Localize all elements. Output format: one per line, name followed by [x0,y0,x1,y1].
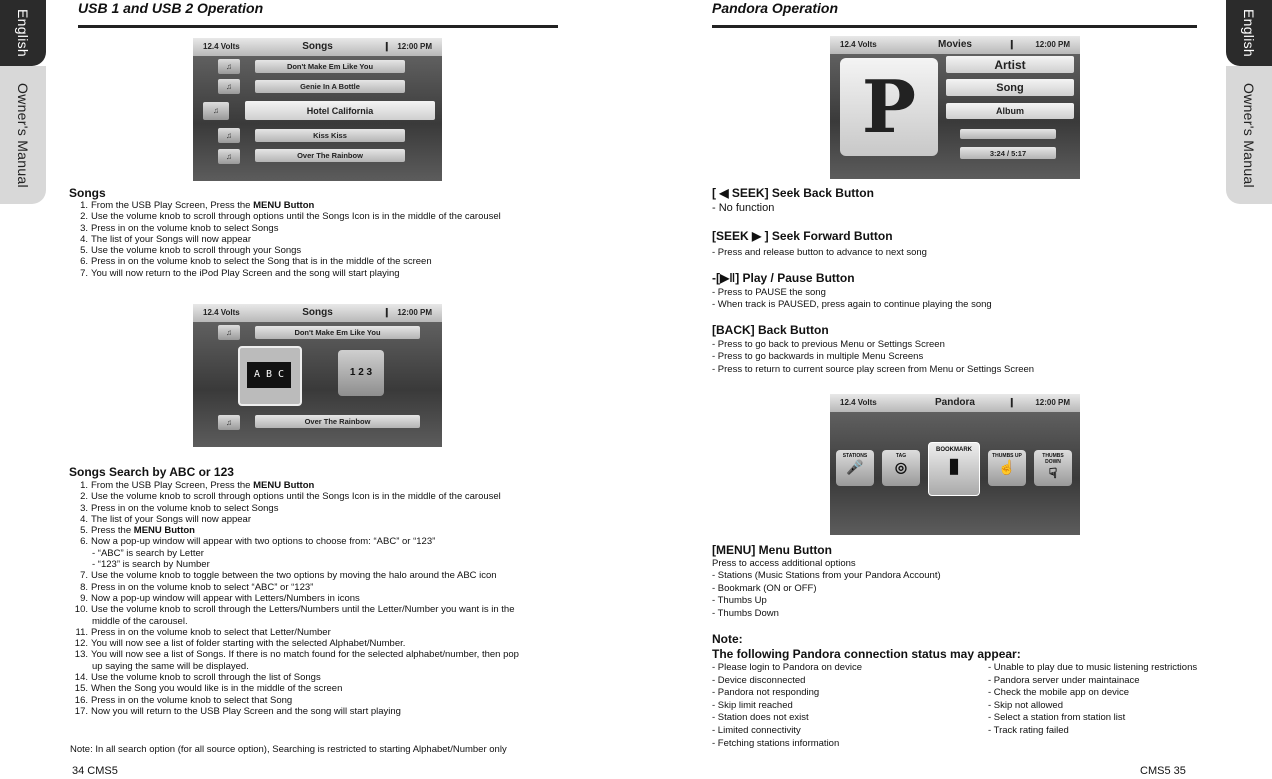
step-number: 1. [80,480,88,491]
step-number: 5. [80,525,88,537]
back-line: - Press to go back to previous Menu or Settings Screen [712,339,945,350]
step-text: Press in on the volume knob to select that Song [91,694,293,706]
back-line: - Press to return to current source play screen from Menu or Settings Screen [712,364,1035,375]
step-item [70,593,519,604]
bluetooth-icon: ❙ [1008,39,1016,49]
mode-title: Songs [302,41,333,52]
mode-title: Movies [938,39,972,50]
step-number: 5. [80,245,88,257]
progress-time: 3:24 / 5:17 [960,147,1056,159]
bluetooth-icon: ❙ [1008,397,1016,407]
clock-readout: 12:00 PM [397,42,432,51]
step-text: up saying the same will be displayed. [92,660,249,672]
step-item [70,491,519,502]
status-message: - Check the mobile app on device [988,687,1129,699]
step-number: 17. [74,705,88,717]
usb-search-screen [193,304,442,447]
volts-readout: 12.4 Volts [203,308,240,317]
step-text: Use the volume knob to scroll through the list of Songs [91,672,321,684]
right-title-rule [712,25,1197,28]
step-item [70,559,519,570]
step-text: The list of your Songs will now appear [91,233,251,245]
step-text: Use the volume knob to toggle between the two options by moving the halo around the ABC icon [91,570,497,582]
step-number: 11. [75,626,88,638]
song-field: Song [946,79,1074,96]
progress-bar [960,129,1056,139]
step-item [70,604,519,615]
status-heading: The following Pandora connection status may appear: [712,647,1021,661]
status-bar [830,36,1080,54]
step-text-bold: MENU Button [133,525,195,537]
step-text: Use the volume knob to scroll through options until the Songs Icon is in the middle of the carousel [91,211,501,223]
abc-icon: A B C [247,362,291,388]
bookmark-label: BOOKMARK [936,447,972,453]
status-list-left [712,662,862,750]
status-message: - Select a station from station list [988,712,1126,724]
step-item [70,548,519,559]
song-item[interactable]: Over The Rainbow [255,415,420,428]
usb-songs-screen [193,38,442,181]
song-item[interactable]: Don't Make Em Like You [255,326,420,339]
step-text: Press in on the volume knob to select Songs [91,502,279,514]
play-pause-line: - Press to PAUSE the song [712,287,826,298]
step-text: - “123” is search by Number [92,559,210,571]
step-number: 14. [74,672,88,684]
step-number: 2. [80,211,88,223]
music-note-icon: ♫ [218,128,240,143]
status-message: - Limited connectivity [712,724,801,736]
step-number: 3. [80,222,88,234]
song-item-selected[interactable]: Hotel California [245,101,435,120]
music-note-icon: ♫ [218,59,240,74]
step-number: 4. [80,513,88,525]
step-text-bold: MENU Button [253,200,315,211]
step-item [70,256,501,267]
step-number: 6. [80,536,88,548]
step-item [70,706,519,717]
status-message: - Fetching stations information [712,737,840,749]
status-message: - Skip limit reached [712,699,793,711]
step-text: Now you will return to the USB Play Screen and the song will start playing [91,705,401,717]
music-note-icon: ♫ [218,415,240,430]
back-line: - Press to go backwards in multiple Menu Screens [712,351,924,362]
menu-line: - Thumbs Up [712,595,767,606]
step-item [70,525,519,536]
status-bar [830,394,1080,412]
step-text: middle of the carousel. [92,615,188,627]
music-note-icon: ♫ [203,102,229,120]
step-text: You will now see a list of Songs. If there is no match found for the selected alphabet/number, then pop [91,649,519,661]
songs-steps [70,200,501,279]
menu-line: Press to access additional options [712,558,856,569]
step-item [70,649,519,660]
left-tab-english [0,0,46,66]
step-text: - “ABC” is search by Letter [92,547,204,559]
clock-readout: 12:00 PM [397,308,432,317]
step-number: 13. [74,649,88,661]
step-number: 1. [80,200,88,211]
step-number: 7. [80,267,88,279]
right-tab-owners-manual-label: Owner's Manual [1241,82,1257,188]
step-text: Press in on the volume knob to select the Song that is in the middle of the screen [91,256,432,268]
step-item [70,570,519,581]
step-text: Use the volume knob to scroll through options until the Songs Icon is in the middle of the carousel [91,491,501,503]
step-number: 16. [74,694,88,706]
step-text: You will now return to the iPod Play Screen and the song will start playing [91,267,400,279]
step-item [70,503,519,514]
step-text: You will now see a list of folder starting with the selected Alphabet/Number. [91,638,406,650]
step-text: The list of your Songs will now appear [91,513,251,525]
note-heading: Note: [712,632,743,646]
pandora-play-screen [830,36,1080,179]
step-number: 10. [74,604,88,616]
artist-field: Artist [946,56,1074,73]
step-text: Use the volume knob to scroll through your Songs [91,245,302,257]
step-number: 8. [80,581,88,593]
right-page-title: Pandora Operation [712,0,839,16]
tag-icon: ◎ [894,459,908,475]
left-tab-owners-manual [0,66,46,204]
step-number: 4. [80,233,88,245]
step-item [70,661,519,672]
step-item [70,672,519,683]
step-item [70,616,519,627]
step-number: 9. [80,592,88,604]
menu-line: - Thumbs Down [712,608,779,619]
thumbs-down-icon: ☟ [1048,465,1058,481]
left-page-title: USB 1 and USB 2 Operation [78,0,264,16]
search-heading: Songs Search by ABC or 123 [69,465,234,479]
microphone-icon: 🎤 [846,459,864,475]
step-number: 3. [80,502,88,514]
bluetooth-icon: ❙ [383,41,391,51]
pandora-menu-screen [830,394,1080,535]
step-number: 12. [74,638,88,650]
stations-label: STATIONS [842,453,868,459]
status-message: - Station does not exist [712,712,809,724]
back-heading: [BACK] Back Button [712,323,829,337]
123-icon[interactable]: 1 2 3 [338,350,384,396]
mode-title: Pandora [934,397,975,408]
step-item [70,211,501,222]
thumbs-up-icon: ☝ [998,459,1016,475]
status-message: - Device disconnected [712,674,806,686]
step-item [70,514,519,525]
seek-back-heading: [ ◀ SEEK] Seek Back Button [712,186,874,200]
search-note: Note: In all search option (for all source option), Searching is restricted to starting Alphabet/Number only [70,744,507,755]
step-text: Press in on the volume knob to select “ABC” or “123” [91,581,314,593]
step-number: 6. [80,256,88,268]
status-message: - Please login to Pandora on device [712,662,862,673]
pandora-logo-icon: P [840,58,938,156]
status-message: - Unable to play due to music listening restrictions [988,662,1198,673]
thumbs-up-button[interactable] [988,450,1026,486]
step-item [70,582,519,593]
step-text: Press in on the volume knob to select that Letter/Number [91,626,331,638]
left-tab-english-label: English [15,8,31,58]
song-item[interactable]: Over The Rainbow [255,149,405,162]
thumbs-down-label: THUMBS DOWN [1042,453,1064,465]
right-tab-owners-manual [1226,66,1272,204]
song-item[interactable]: Genie In A Bottle [255,80,405,93]
status-message: - Track rating failed [988,724,1069,736]
step-text: When the Song you would like is in the middle of the screen [91,683,343,695]
step-item [70,695,519,706]
music-note-icon: ♫ [218,79,240,94]
step-text: Press the [91,525,134,537]
step-item [70,234,501,245]
stations-button[interactable] [836,450,874,486]
status-message: - Skip not allowed [988,699,1063,711]
mode-title: Songs [302,307,333,318]
left-tab-owners-manual-label: Owner's Manual [15,82,31,188]
left-page-footer: 34 CMS5 [72,765,118,777]
step-item [70,638,519,649]
bookmark-icon: ▮ [948,455,960,477]
volts-readout: 12.4 Volts [840,40,877,49]
step-item [70,223,501,234]
play-pause-line: - When track is PAUSED, press again to continue playing the song [712,299,992,310]
step-text: Now a pop-up window will appear with Letters/Numbers in icons [91,592,360,604]
status-message: - Pandora server under maintainace [988,674,1140,686]
tag-label: TAG [895,453,907,459]
menu-line: - Stations (Music Stations from your Pandora Account) [712,570,941,581]
seek-back-line: - No function [712,202,775,214]
song-item[interactable]: Don't Make Em Like You [255,60,405,73]
volts-readout: 12.4 Volts [203,42,240,51]
step-text: From the USB Play Screen, Press the [91,200,254,211]
step-item [70,536,519,547]
right-tab-english-label: English [1241,8,1257,58]
song-item[interactable]: Kiss Kiss [255,129,405,142]
status-bar [193,304,442,322]
music-note-icon: ♫ [218,325,240,340]
step-text: Use the volume knob to scroll through the Letters/Numbers until the Letter/Number you want is in the [91,604,515,616]
status-message: - Pandora not responding [712,687,820,699]
search-steps [70,480,519,717]
seek-forward-heading: [SEEK ▶ ] Seek Forward Button [712,229,893,243]
step-item [70,245,501,256]
clock-readout: 12:00 PM [1035,40,1070,49]
step-text-bold: MENU Button [253,480,315,491]
right-page-footer: CMS5 35 [1140,765,1186,777]
abc-option[interactable] [238,346,302,406]
right-tab-english [1226,0,1272,66]
step-item [70,480,519,491]
thumbs-up-label: THUMBS UP [992,453,1022,459]
thumbs-down-button[interactable] [1034,450,1072,486]
step-text: Press in on the volume knob to select Songs [91,222,279,234]
tag-button[interactable] [882,450,920,486]
menu-heading: [MENU] Menu Button [712,543,832,557]
bookmark-button[interactable] [928,442,980,496]
play-pause-heading: -[▶‖] Play / Pause Button [712,271,855,285]
status-list-right [988,662,1197,738]
step-number: 15. [74,683,88,695]
step-item [70,683,519,694]
status-bar [193,38,442,56]
volts-readout: 12.4 Volts [840,398,877,407]
step-number: 2. [80,491,88,503]
songs-heading: Songs [69,186,106,200]
clock-readout: 12:00 PM [1035,398,1070,407]
music-note-icon: ♫ [218,149,240,164]
step-number: 7. [80,570,88,582]
seek-forward-line: - Press and release button to advance to next song [712,247,927,258]
step-item [70,627,519,638]
step-text: From the USB Play Screen, Press the [91,480,254,491]
album-field: Album [946,103,1074,119]
step-item [70,268,501,279]
bluetooth-icon: ❙ [383,307,391,317]
step-text: Now a pop-up window will appear with two options to choose from: “ABC” or “123” [91,536,436,548]
menu-line: - Bookmark (ON or OFF) [712,583,817,594]
step-item [70,200,501,211]
left-title-rule [78,25,558,28]
